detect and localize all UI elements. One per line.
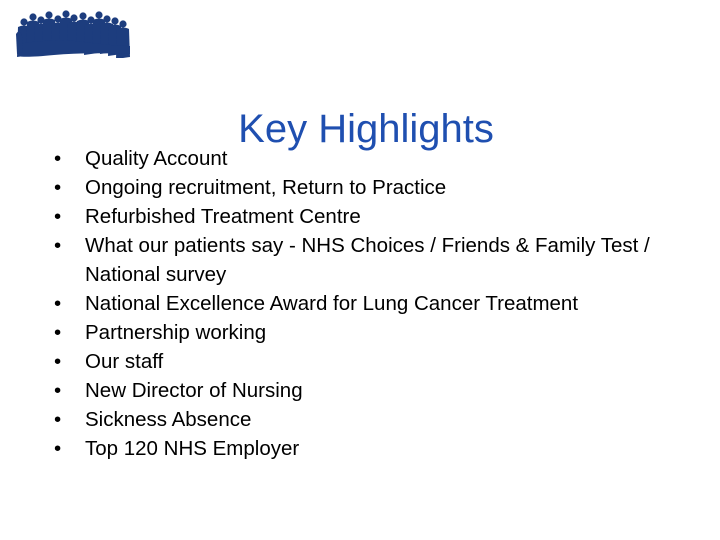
bullet-dot: • (54, 292, 62, 315)
bullet-dot: • (54, 176, 62, 199)
bullet-text: Top 120 NHS Employer (85, 437, 300, 460)
bullet-text: Ongoing recruitment, Return to Practice (85, 176, 447, 199)
bullet-text: Refurbished Treatment Centre (85, 205, 361, 228)
bullet-dot: • (54, 147, 62, 170)
bullet-item (54, 405, 694, 434)
bullet-dot: • (54, 437, 62, 460)
slide-title: Key Highlights (238, 106, 494, 151)
bullet-item (54, 376, 694, 405)
bullet-text: New Director of Nursing (85, 379, 303, 402)
bullet-item (54, 231, 694, 289)
bullet-dot: • (54, 321, 62, 344)
bullet-item (54, 144, 694, 173)
bullet-dot: • (54, 350, 62, 373)
bullet-dot: • (54, 379, 62, 402)
bullet-dot: • (54, 234, 62, 257)
crowd-logo (14, 8, 132, 58)
bullet-item (54, 202, 694, 231)
bullet-item (54, 289, 694, 318)
bullet-text: Our staff (85, 350, 164, 373)
bullet-item (54, 318, 694, 347)
bullet-dot: • (54, 205, 62, 228)
bullet-text: National Excellence Award for Lung Cancer Treatment (85, 292, 579, 315)
bullet-text: Partnership working (85, 321, 267, 344)
bullet-item (54, 173, 694, 202)
bullet-text: Quality Account (85, 147, 228, 170)
bullet-item (54, 434, 694, 463)
bullet-text: What our patients say - NHS Choices / Friends & Family Test / National survey (85, 234, 650, 286)
bullet-item (54, 347, 694, 376)
highlights-list (54, 144, 694, 463)
bullet-dot: • (54, 408, 62, 431)
bullet-text: Sickness Absence (85, 408, 252, 431)
